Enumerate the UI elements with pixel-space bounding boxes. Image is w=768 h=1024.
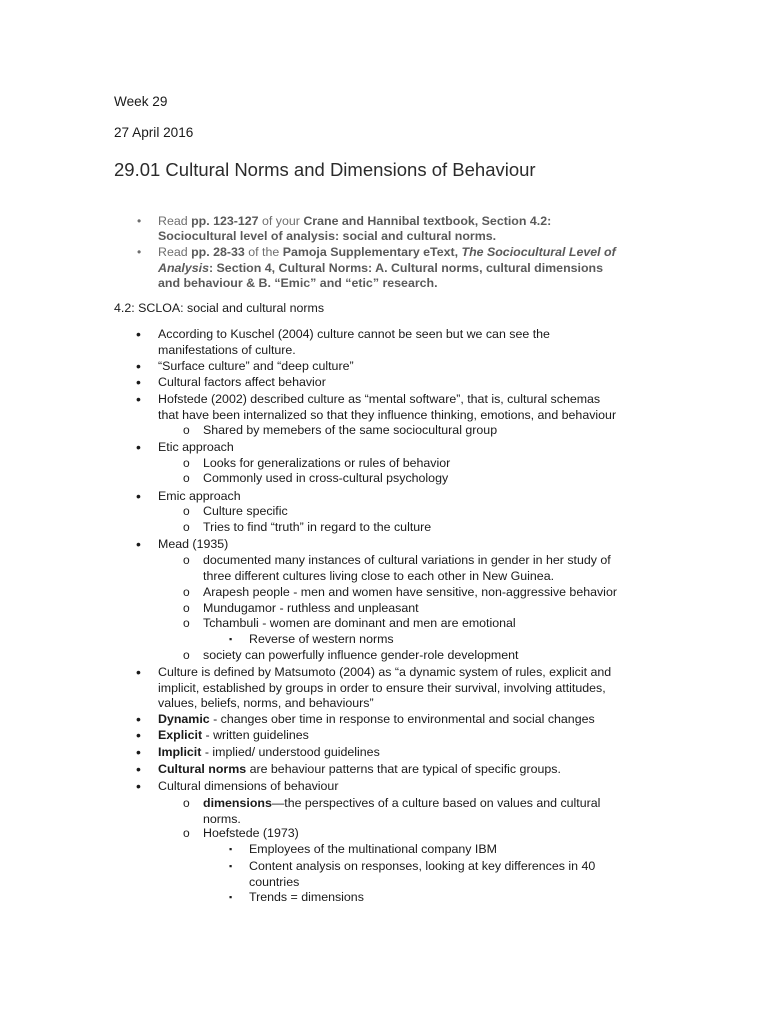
circle-marker: o [183, 648, 190, 662]
circle-marker: o [183, 616, 190, 630]
list-item: values, beliefs, norms, and behaviours” [158, 696, 374, 710]
bullet-marker: • [136, 727, 141, 743]
list-item: Reverse of western norms [249, 632, 394, 646]
bullet-marker: • [136, 761, 141, 777]
reading-2-line-1: Read pp. 28-33 of the Pamoja Supplementary eText, The Sociocultural Level of [158, 245, 616, 259]
bullet-marker: • [136, 326, 141, 342]
bullet-marker: • [136, 778, 141, 794]
circle-marker: o [183, 601, 190, 615]
list-item: three different cultures living close to each other in New Guinea. [203, 569, 555, 583]
list-item: Content analysis on responses, looking at key differences in 40 [249, 859, 596, 873]
page-title: 29.01 Cultural Norms and Dimensions of Behaviour [114, 159, 536, 180]
circle-marker: o [183, 471, 190, 485]
list-item: Mundugamor - ruthless and unpleasant [203, 601, 419, 615]
circle-marker: o [183, 423, 190, 437]
circle-marker: o [183, 553, 190, 567]
reading-1-line-2: Sociocultural level of analysis: social and cultural norms. [158, 229, 497, 243]
list-item: Culture is defined by Matsumoto (2004) as “a dynamic system of rules, explicit and [158, 665, 612, 679]
bullet-marker: • [136, 358, 141, 374]
section-heading: 4.2: SCLOA: social and cultural norms [114, 301, 325, 315]
list-item: documented many instances of cultural variations in gender in her study of [203, 553, 611, 567]
bullet-marker: • [136, 488, 141, 504]
list-item: Hoefstede (1973) [203, 826, 299, 840]
list-item: Commonly used in cross-cultural psychology [203, 471, 449, 485]
bullet-marker: • [137, 214, 142, 228]
list-item: According to Kuschel (2004) culture cannot be seen but we can see the [158, 327, 550, 341]
bullet-marker: • [136, 536, 141, 552]
list-item: Shared by memebers of the same sociocultural group [203, 423, 498, 437]
list-item: Cultural factors affect behavior [158, 375, 326, 389]
bullet-marker: • [137, 245, 142, 259]
list-item: Tries to find “truth” in regard to the culture [203, 520, 432, 534]
circle-marker: o [183, 826, 190, 840]
square-marker: ▪ [229, 861, 233, 871]
list-item: that have been internalized so that they influence thinking, emotions, and behaviour [158, 408, 617, 422]
list-item: Culture specific [203, 504, 288, 518]
list-item: dimensions—the perspectives of a culture based on values and cultural [203, 796, 601, 810]
circle-marker: o [183, 520, 190, 534]
square-marker: ▪ [229, 892, 233, 902]
list-item: Employees of the multinational company IBM [249, 842, 497, 856]
bullet-marker: • [136, 664, 141, 680]
list-item: Etic approach [158, 440, 234, 454]
definition-dynamic: Dynamic - changes ober time in response to environmental and social changes [158, 712, 595, 726]
list-item: norms. [203, 812, 241, 826]
bullet-marker: • [136, 374, 141, 390]
reading-2-line-3: and behaviour & B. “Emic” and “etic” research. [158, 276, 438, 290]
list-item: Trends = dimensions [249, 890, 364, 904]
list-item: implicit, established by groups in order to ensure their survival, involving attitudes, [158, 681, 606, 695]
date-label: 27 April 2016 [114, 125, 194, 140]
circle-marker: o [183, 585, 190, 599]
list-item: “Surface culture” and “deep culture” [158, 359, 354, 373]
definition-cultural-norms: Cultural norms are behaviour patterns that are typical of specific groups. [158, 762, 561, 776]
list-item: Hofstede (2002) described culture as “mental software”, that is, cultural schemas [158, 392, 601, 406]
bullet-marker: • [136, 744, 141, 760]
reading-2-line-2: Analysis: Section 4, Cultural Norms: A. Cultural norms, cultural dimensions [158, 261, 604, 275]
circle-marker: o [183, 456, 190, 470]
list-item: Looks for generalizations or rules of behavior [203, 456, 451, 470]
week-label: Week 29 [114, 94, 168, 109]
list-item: Tchambuli - women are dominant and men are emotional [203, 616, 516, 630]
bullet-marker: • [136, 439, 141, 455]
list-item: Arapesh people - men and women have sensitive, non-aggressive behavior [203, 585, 617, 599]
list-item: Emic approach [158, 489, 241, 503]
square-marker: ▪ [229, 844, 233, 854]
list-item: manifestations of culture. [158, 343, 296, 357]
bullet-marker: • [136, 391, 141, 407]
bullet-marker: • [136, 711, 141, 727]
list-item: countries [249, 875, 300, 889]
reading-1-line-1: Read pp. 123-127 of your Crane and Hannibal textbook, Section 4.2: [158, 214, 552, 228]
definition-implicit: Implicit - implied/ understood guidelines [158, 745, 380, 759]
circle-marker: o [183, 796, 190, 810]
square-marker: ▪ [229, 634, 233, 644]
list-item: Mead (1935) [158, 537, 229, 551]
list-item: Cultural dimensions of behaviour [158, 779, 339, 793]
circle-marker: o [183, 504, 190, 518]
definition-explicit: Explicit - written guidelines [158, 728, 309, 742]
list-item: society can powerfully influence gender-role development [203, 648, 519, 662]
